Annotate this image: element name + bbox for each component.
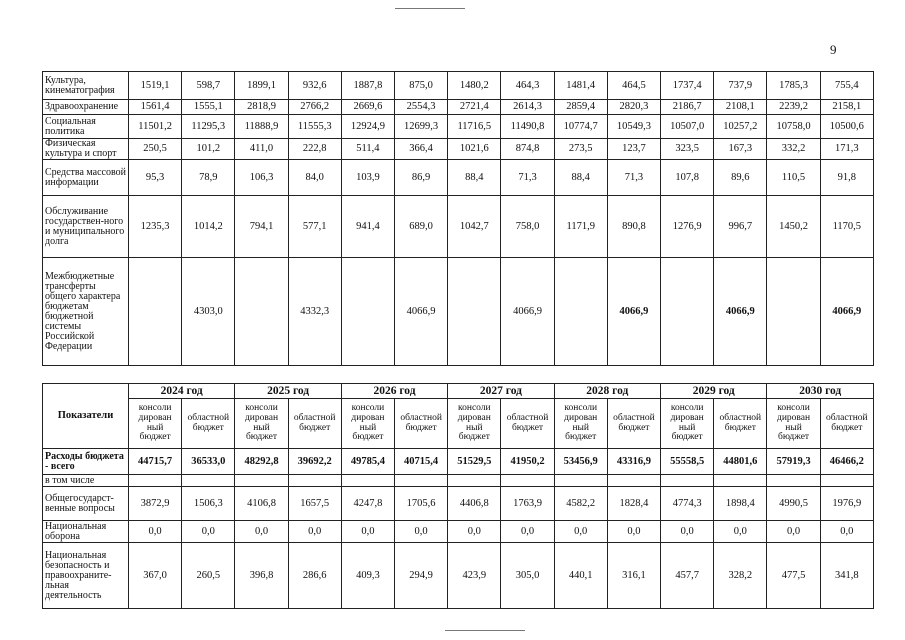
table-cell: 1555,1	[182, 100, 235, 115]
table-cell: 1519,1	[129, 72, 182, 100]
table-cell: 932,6	[288, 72, 341, 100]
table-cell: 48292,8	[235, 449, 288, 475]
table-cell: 11501,2	[129, 115, 182, 139]
table-cell: 2614,3	[501, 100, 554, 115]
table-cell: 4406,8	[448, 487, 501, 521]
table-cell: 2818,9	[235, 100, 288, 115]
table-cell	[448, 475, 501, 487]
table-cell: 2108,1	[714, 100, 767, 115]
table-cell: 78,9	[182, 160, 235, 196]
consolidated-budget-header: консоли дирован ный бюджет	[129, 399, 182, 449]
table-cell: 53456,9	[554, 449, 607, 475]
table-cell: 2766,2	[288, 100, 341, 115]
table-cell: 1898,4	[714, 487, 767, 521]
table-cell	[820, 475, 873, 487]
table-cell: 689,0	[395, 196, 448, 258]
table-cell	[714, 475, 767, 487]
table-cell	[129, 475, 182, 487]
table-cell: 0,0	[288, 521, 341, 543]
table-cell: 1887,8	[341, 72, 394, 100]
table-row	[43, 449, 874, 475]
table-row	[43, 72, 874, 100]
table-cell: 86,9	[395, 160, 448, 196]
table-cell: 598,7	[182, 72, 235, 100]
table-cell: 84,0	[288, 160, 341, 196]
table-cell: 250,5	[129, 139, 182, 160]
table-row	[43, 196, 874, 258]
table-cell: 88,4	[448, 160, 501, 196]
row-label: Национальная безопасность и правоохраните-льная деятельность	[43, 543, 129, 609]
table-cell: 0,0	[554, 521, 607, 543]
table-cell	[182, 475, 235, 487]
row-label: Расходы бюджета - всего	[43, 449, 129, 475]
table-cell: 4582,2	[554, 487, 607, 521]
top-rule	[395, 8, 465, 9]
regional-budget-header: областной бюджет	[714, 399, 767, 449]
year-header: 2026 год	[341, 384, 447, 399]
table-cell: 10549,3	[607, 115, 660, 139]
row-label: Культура, кинематография	[43, 72, 129, 100]
page-number: 9	[830, 42, 837, 57]
year-header: 2024 год	[129, 384, 235, 399]
table-cell: 55558,5	[661, 449, 714, 475]
table-cell	[235, 258, 288, 366]
table-cell: 1705,6	[395, 487, 448, 521]
table-row	[43, 100, 874, 115]
bottom-rule	[445, 630, 525, 631]
table-cell: 464,5	[607, 72, 660, 100]
table-cell	[288, 475, 341, 487]
table-cell: 577,1	[288, 196, 341, 258]
table-cell: 0,0	[767, 521, 820, 543]
table-cell: 71,3	[501, 160, 554, 196]
table-row	[43, 139, 874, 160]
table-cell: 4303,0	[182, 258, 235, 366]
table-cell: 4990,5	[767, 487, 820, 521]
table-cell: 11490,8	[501, 115, 554, 139]
table-cell: 4774,3	[661, 487, 714, 521]
table-cell: 11555,3	[288, 115, 341, 139]
budget-expenses-table	[42, 383, 874, 609]
table-cell: 1235,3	[129, 196, 182, 258]
table-cell: 11888,9	[235, 115, 288, 139]
table-cell: 477,5	[767, 543, 820, 609]
table-cell: 323,5	[661, 139, 714, 160]
table-cell: 737,9	[714, 72, 767, 100]
table-cell: 409,3	[341, 543, 394, 609]
row-label: Общегосударст-венные вопросы	[43, 487, 129, 521]
table-cell: 4247,8	[341, 487, 394, 521]
year-header: 2030 год	[767, 384, 874, 399]
table-cell: 758,0	[501, 196, 554, 258]
table-cell: 1014,2	[182, 196, 235, 258]
table-cell: 88,4	[554, 160, 607, 196]
table-cell	[767, 258, 820, 366]
table-row	[43, 160, 874, 196]
table-cell: 2158,1	[820, 100, 873, 115]
table-cell: 4106,8	[235, 487, 288, 521]
table-cell: 12699,3	[395, 115, 448, 139]
table-cell: 1042,7	[448, 196, 501, 258]
consolidated-budget-header: консоли дирован ный бюджет	[341, 399, 394, 449]
table-cell: 0,0	[501, 521, 554, 543]
table-cell: 996,7	[714, 196, 767, 258]
table-cell	[341, 258, 394, 366]
table-cell: 1506,3	[182, 487, 235, 521]
table-cell: 95,3	[129, 160, 182, 196]
table-cell: 10507,0	[661, 115, 714, 139]
row-label: Национальная оборона	[43, 521, 129, 543]
year-header: 2027 год	[448, 384, 554, 399]
table-cell: 4066,9	[607, 258, 660, 366]
table-cell: 1785,3	[767, 72, 820, 100]
regional-budget-header: областной бюджет	[501, 399, 554, 449]
table-cell: 1561,4	[129, 100, 182, 115]
table-cell: 3872,9	[129, 487, 182, 521]
year-header: 2028 год	[554, 384, 660, 399]
table-cell	[341, 475, 394, 487]
table-cell: 44715,7	[129, 449, 182, 475]
table-cell: 0,0	[129, 521, 182, 543]
table-cell: 123,7	[607, 139, 660, 160]
regional-budget-header: областной бюджет	[182, 399, 235, 449]
table-row	[43, 258, 874, 366]
table-cell	[501, 475, 554, 487]
table-cell: 1021,6	[448, 139, 501, 160]
row-label: Обслуживание государствен-ного и муниципального долга	[43, 196, 129, 258]
table-cell: 286,6	[288, 543, 341, 609]
table-cell: 875,0	[395, 72, 448, 100]
table-cell: 0,0	[395, 521, 448, 543]
table-cell: 440,1	[554, 543, 607, 609]
table-cell	[767, 475, 820, 487]
table-row	[43, 543, 874, 609]
table-cell: 1481,4	[554, 72, 607, 100]
table-cell: 2554,3	[395, 100, 448, 115]
table-cell: 1171,9	[554, 196, 607, 258]
table-cell: 4066,9	[820, 258, 873, 366]
row-label: в том числе	[43, 475, 129, 487]
table-cell	[661, 475, 714, 487]
table-cell: 411,0	[235, 139, 288, 160]
table-cell: 103,9	[341, 160, 394, 196]
table-cell: 10758,0	[767, 115, 820, 139]
table-cell: 423,9	[448, 543, 501, 609]
table-cell: 171,3	[820, 139, 873, 160]
table-cell: 366,4	[395, 139, 448, 160]
table-cell: 89,6	[714, 160, 767, 196]
regional-budget-header: областной бюджет	[820, 399, 873, 449]
consolidated-budget-header: консоли дирован ный бюджет	[235, 399, 288, 449]
table-cell: 101,2	[182, 139, 235, 160]
table-cell: 46466,2	[820, 449, 873, 475]
table-cell: 890,8	[607, 196, 660, 258]
table-cell	[607, 475, 660, 487]
table-cell: 0,0	[714, 521, 767, 543]
table-cell: 464,3	[501, 72, 554, 100]
table-cell: 110,5	[767, 160, 820, 196]
table-row	[43, 115, 874, 139]
table-cell: 457,7	[661, 543, 714, 609]
table-cell: 511,4	[341, 139, 394, 160]
table-cell: 1737,4	[661, 72, 714, 100]
row-label: Социальная политика	[43, 115, 129, 139]
table-cell: 10774,7	[554, 115, 607, 139]
table-cell: 39692,2	[288, 449, 341, 475]
table-cell: 0,0	[607, 521, 660, 543]
table-cell: 10500,6	[820, 115, 873, 139]
regional-budget-header: областной бюджет	[395, 399, 448, 449]
table-cell: 4066,9	[714, 258, 767, 366]
table-cell: 51529,5	[448, 449, 501, 475]
table-cell: 1276,9	[661, 196, 714, 258]
table-cell: 71,3	[607, 160, 660, 196]
consolidated-budget-header: консоли дирован ный бюджет	[448, 399, 501, 449]
table-cell: 341,8	[820, 543, 873, 609]
table-cell: 36533,0	[182, 449, 235, 475]
table-cell: 1828,4	[607, 487, 660, 521]
table-cell: 260,5	[182, 543, 235, 609]
regional-budget-header: областной бюджет	[288, 399, 341, 449]
table-row	[43, 475, 874, 487]
table-cell	[554, 475, 607, 487]
year-header: 2025 год	[235, 384, 341, 399]
table-cell: 294,9	[395, 543, 448, 609]
table-cell: 874,8	[501, 139, 554, 160]
table-cell: 11295,3	[182, 115, 235, 139]
row-label: Межбюджетные трансферты общего характера бюджетам бюджетной системы Российской Федерации	[43, 258, 129, 366]
table-cell: 0,0	[661, 521, 714, 543]
year-header: 2029 год	[661, 384, 767, 399]
table-cell: 2669,6	[341, 100, 394, 115]
table-cell: 91,8	[820, 160, 873, 196]
table-cell: 1899,1	[235, 72, 288, 100]
table-cell: 0,0	[341, 521, 394, 543]
consolidated-budget-header: консоли дирован ный бюджет	[554, 399, 607, 449]
table-cell: 4332,3	[288, 258, 341, 366]
table-cell: 0,0	[820, 521, 873, 543]
table-cell	[661, 258, 714, 366]
table-cell: 40715,4	[395, 449, 448, 475]
table-cell: 2820,3	[607, 100, 660, 115]
table-cell: 794,1	[235, 196, 288, 258]
row-label: Здравоохранение	[43, 100, 129, 115]
table-cell: 316,1	[607, 543, 660, 609]
table-cell: 11716,5	[448, 115, 501, 139]
row-label: Средства массовой информации	[43, 160, 129, 196]
table-cell: 1657,5	[288, 487, 341, 521]
table-cell: 1480,2	[448, 72, 501, 100]
table-cell: 1976,9	[820, 487, 873, 521]
table-cell: 1170,5	[820, 196, 873, 258]
table-cell: 4066,9	[501, 258, 554, 366]
row-label: Физическая культура и спорт	[43, 139, 129, 160]
table-cell: 328,2	[714, 543, 767, 609]
table-cell: 10257,2	[714, 115, 767, 139]
table-cell: 2239,2	[767, 100, 820, 115]
table-cell	[395, 475, 448, 487]
table-cell: 106,3	[235, 160, 288, 196]
consolidated-budget-header: консоли дирован ный бюджет	[661, 399, 714, 449]
table-cell: 396,8	[235, 543, 288, 609]
table-cell: 2186,7	[661, 100, 714, 115]
table-cell	[129, 258, 182, 366]
table-cell: 1450,2	[767, 196, 820, 258]
table-cell: 2859,4	[554, 100, 607, 115]
table-row	[43, 521, 874, 543]
table-cell: 941,4	[341, 196, 394, 258]
table-cell: 167,3	[714, 139, 767, 160]
table-cell: 222,8	[288, 139, 341, 160]
table-cell: 44801,6	[714, 449, 767, 475]
table-cell: 57919,3	[767, 449, 820, 475]
table-cell	[448, 258, 501, 366]
consolidated-budget-header: консоли дирован ный бюджет	[767, 399, 820, 449]
table-cell: 0,0	[235, 521, 288, 543]
table-row	[43, 487, 874, 521]
budget-type-header-row	[43, 399, 874, 449]
table-cell: 332,2	[767, 139, 820, 160]
year-header-row	[43, 384, 874, 399]
table-cell: 107,8	[661, 160, 714, 196]
table-cell: 49785,4	[341, 449, 394, 475]
table-cell	[554, 258, 607, 366]
table-cell: 41950,2	[501, 449, 554, 475]
table-cell: 0,0	[182, 521, 235, 543]
table-cell: 4066,9	[395, 258, 448, 366]
table-cell: 43316,9	[607, 449, 660, 475]
table-cell: 2721,4	[448, 100, 501, 115]
table-cell: 0,0	[448, 521, 501, 543]
table-cell	[235, 475, 288, 487]
indicators-header: Показатели	[43, 384, 129, 449]
budget-table-continuation	[42, 71, 874, 366]
table-cell: 755,4	[820, 72, 873, 100]
regional-budget-header: областной бюджет	[607, 399, 660, 449]
table-cell: 305,0	[501, 543, 554, 609]
table-cell: 367,0	[129, 543, 182, 609]
table-cell: 12924,9	[341, 115, 394, 139]
table-cell: 273,5	[554, 139, 607, 160]
table-cell: 1763,9	[501, 487, 554, 521]
